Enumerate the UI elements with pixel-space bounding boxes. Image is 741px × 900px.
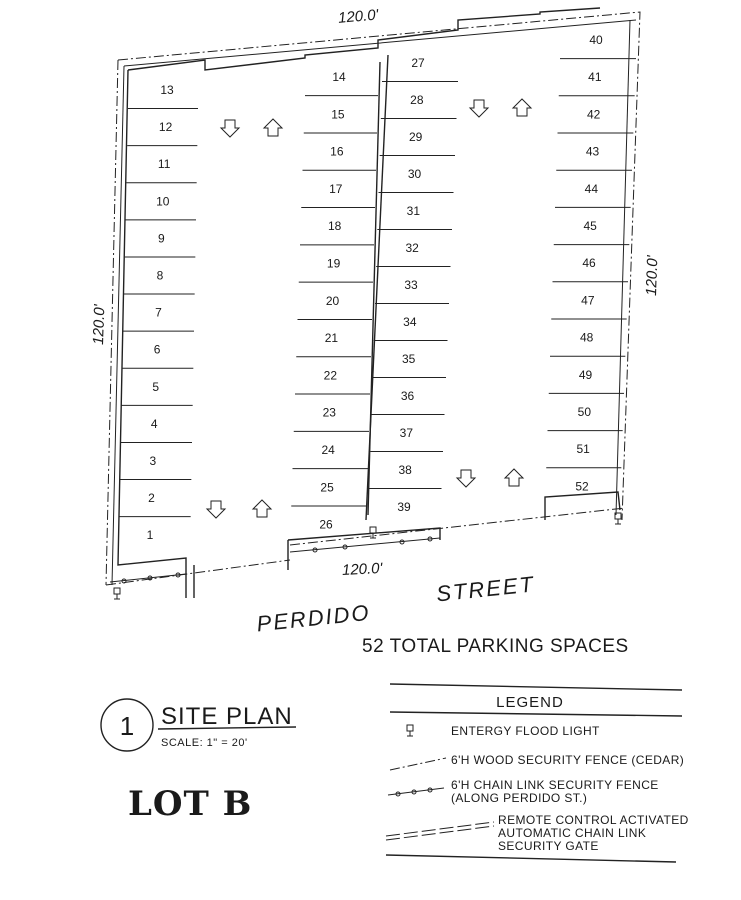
parking-space-number: 51: [576, 442, 590, 457]
parking-space-number: 11: [157, 157, 171, 172]
parking-space-number: 1: [146, 528, 154, 543]
parking-space-number: 18: [327, 219, 342, 234]
parking-space-number: 47: [581, 293, 595, 308]
parking-space-number: 35: [401, 352, 416, 366]
flood-light-icon: [407, 725, 413, 736]
parking-space-number: 52: [575, 479, 589, 494]
chain-link-fence-icon: [388, 788, 444, 796]
legend-label: (ALONG PERDIDO ST.): [451, 791, 588, 805]
up-arrow-icon: [264, 119, 282, 136]
bottom-dimension: 120.0': [341, 559, 383, 580]
up-arrow-icon: [505, 469, 523, 486]
parking-space-number: 29: [408, 130, 423, 144]
site-plan-title-block: [101, 699, 296, 751]
site-plan-title: SITE PLAN: [161, 703, 293, 730]
legend: [386, 684, 689, 862]
up-arrow-icon: [253, 500, 271, 517]
flood-light-icon: [114, 588, 120, 599]
parking-space-number: 43: [585, 144, 600, 159]
legend-label: AUTOMATIC CHAIN LINK: [498, 826, 647, 840]
down-arrow-icon: [457, 470, 475, 487]
parking-space-number: 4: [150, 416, 158, 431]
parking-space-number: 37: [399, 426, 414, 440]
legend-item-security-gate: [386, 813, 689, 853]
parking-space-number: 22: [323, 368, 338, 383]
parking-space-number: 50: [577, 405, 592, 419]
parking-space-number: 9: [157, 231, 165, 246]
legend-item-wood-fence: [390, 753, 684, 770]
parking-space-number: 28: [410, 93, 424, 107]
legend-item-chain-link-fence: [388, 778, 659, 805]
parking-space-number: 16: [330, 144, 344, 159]
left-dimension: 120.0': [90, 304, 109, 346]
parking-space-number: 20: [325, 293, 340, 308]
parking-space-number: 44: [584, 181, 599, 196]
parking-space-number: 17: [329, 181, 343, 196]
parking-space-number: 2: [148, 491, 155, 506]
legend-label: SECURITY GATE: [498, 839, 599, 853]
parking-space-number: 13: [160, 83, 174, 97]
parking-space-number: 7: [155, 305, 162, 320]
security-gate-icon: [386, 822, 494, 840]
parking-space-number: 48: [579, 330, 594, 345]
parking-space-number: 36: [400, 389, 415, 403]
parking-space-number: 41: [588, 70, 602, 85]
street-name-perdido: PERDIDO: [255, 599, 372, 637]
parking-space-number: 8: [156, 268, 164, 283]
parking-space-number: 21: [324, 331, 339, 346]
right-dimension: 120.0': [643, 255, 662, 297]
parking-space-number: 5: [152, 379, 160, 394]
drawing-number: 1: [119, 711, 135, 741]
parking-space-number: 40: [589, 33, 603, 47]
parking-space-number: 14: [332, 70, 346, 84]
lot-outline: [118, 8, 620, 598]
parking-space-number: 38: [398, 463, 412, 477]
parking-space-number: 12: [158, 120, 173, 135]
top-dimension: 120.0': [337, 6, 380, 27]
parking-space-number: 24: [321, 443, 335, 457]
wood-fence-icon: [390, 758, 446, 770]
parking-space-number: 49: [578, 367, 593, 382]
total-parking-spaces: 52 TOTAL PARKING SPACES: [362, 636, 629, 657]
down-arrow-icon: [470, 100, 488, 117]
down-arrow-icon: [221, 120, 239, 137]
parking-space-number: 19: [326, 256, 341, 271]
parking-space-number: 23: [322, 405, 336, 420]
parking-space-number: 39: [397, 500, 411, 514]
legend-label: 6'H WOOD SECURITY FENCE (CEDAR): [451, 753, 685, 767]
parking-space-number: 42: [586, 107, 601, 122]
parking-space-number: 15: [331, 107, 345, 122]
up-arrow-icon: [513, 99, 531, 116]
parking-space-number: 30: [407, 167, 422, 181]
parking-space-number: 46: [582, 256, 596, 271]
legend-title: LEGEND: [496, 694, 564, 711]
stall-numbers: [147, 33, 603, 542]
parking-space-number: 34: [403, 315, 417, 329]
chain-link-fence: [110, 537, 440, 583]
street-name-street: STREET: [435, 571, 536, 607]
parking-space-number: 10: [156, 194, 170, 209]
down-arrow-icon: [207, 501, 225, 518]
parking-space-number: 31: [406, 204, 421, 218]
legend-item-flood-light: [407, 724, 600, 738]
parking-space-number: 45: [583, 219, 597, 233]
parking-space-number: 27: [411, 56, 425, 70]
parking-space-number: 26: [319, 517, 333, 532]
parking-space-number: 32: [405, 241, 419, 255]
parking-space-number: 33: [404, 278, 418, 292]
lot-label: LOT B: [128, 784, 253, 824]
drawing-scale: SCALE: 1" = 20': [161, 737, 248, 749]
parking-space-number: 6: [153, 342, 161, 357]
legend-label: ENTERGY FLOOD LIGHT: [451, 724, 600, 738]
parking-space-number: 25: [320, 480, 334, 495]
legend-label: REMOTE CONTROL ACTIVATED: [498, 813, 689, 827]
legend-label: 6'H CHAIN LINK SECURITY FENCE: [451, 778, 659, 792]
property-fence: [106, 12, 640, 585]
parking-space-number: 3: [149, 454, 157, 468]
